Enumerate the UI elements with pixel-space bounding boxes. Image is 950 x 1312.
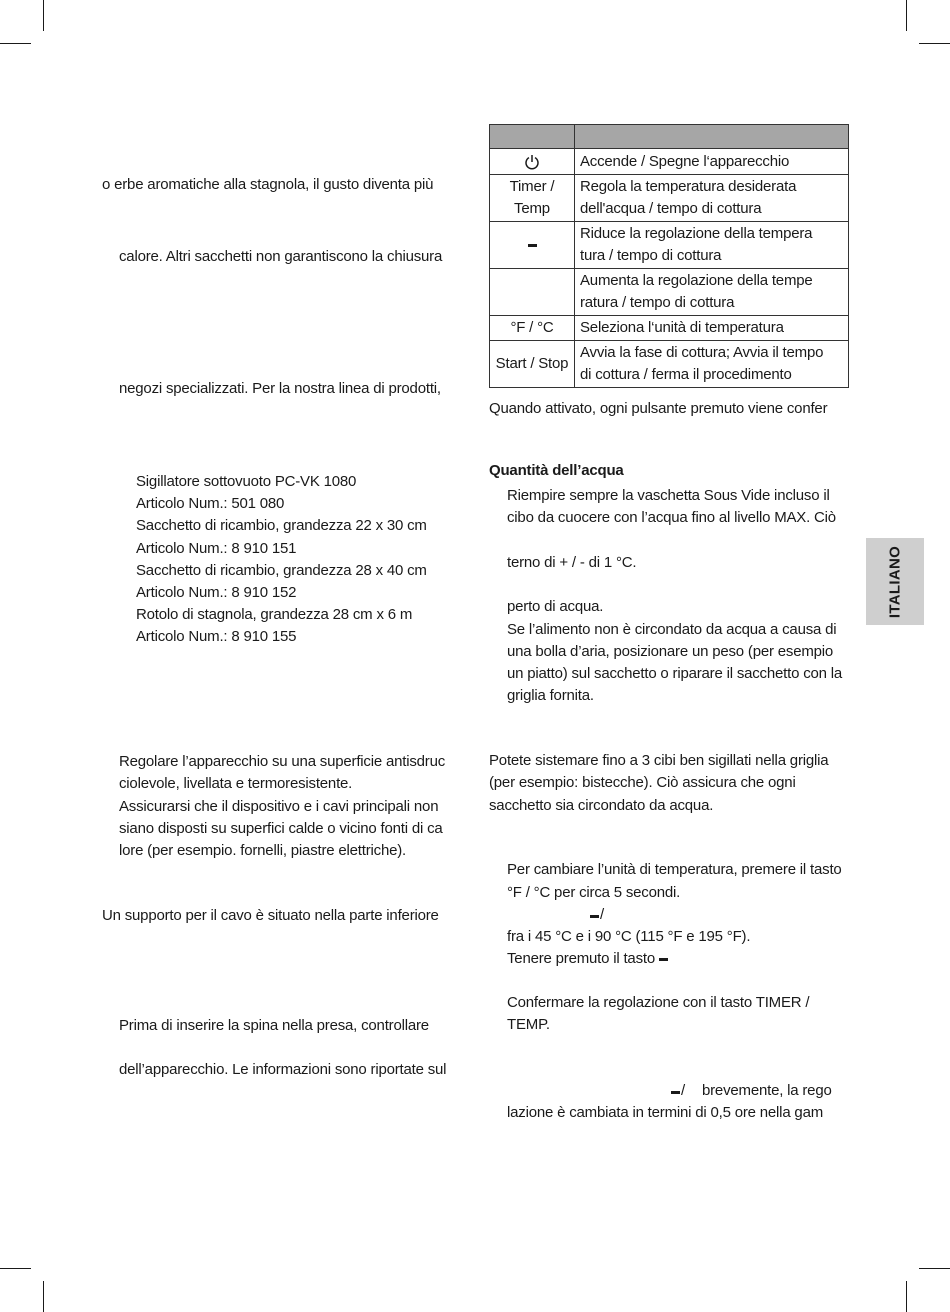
paragraph-line: Se l’alimento non è circondato da acqua a causa di: [507, 621, 837, 638]
paragraph-line: ciolevole, livellata e termoresistente.: [119, 775, 353, 792]
paragraph-line: perto di acqua.: [507, 598, 604, 615]
paragraph-line: Confermare la regolazione con il tasto TIMER /: [507, 994, 810, 1011]
cell-line: Aumenta la regolazione della tempe: [580, 272, 813, 289]
list-item: Sigillatore sottovuoto PC-VK 1080: [136, 473, 357, 490]
paragraph-line: fra i 45 °C e i 90 °C (115 °F e 195 °F).: [507, 928, 751, 945]
table-cell: Seleziona l‘unità di temperatura: [575, 316, 849, 341]
table-cell: Timer / Temp: [490, 175, 575, 222]
crop-mark: [43, 1281, 44, 1312]
paragraph-line: siano disposti su superfici calde o vicino fonti di ca: [119, 820, 443, 837]
language-tab: [866, 538, 924, 625]
minus-icon: [528, 244, 537, 247]
paragraph-line: Quando attivato, ogni pulsante premuto viene confer: [489, 400, 828, 417]
paragraph-line: una bolla d’aria, posizionare un peso (per esempio: [507, 643, 834, 660]
table-cell: Start / Stop: [490, 341, 575, 388]
paragraph-line: terno di + / - di 1 °C.: [507, 554, 637, 571]
list-item: Sacchetto di ricambio, grandezza 22 x 30 cm: [136, 517, 427, 534]
crop-mark: [919, 43, 950, 44]
paragraph-line: Assicurarsi che il dispositivo e i cavi principali non: [119, 798, 439, 815]
table-row: [490, 341, 849, 388]
power-icon: [524, 154, 540, 170]
crop-mark: [0, 43, 31, 44]
paragraph-line: brevemente, la rego: [702, 1082, 832, 1099]
crop-mark: [0, 1268, 31, 1269]
list-item: Sacchetto di ricambio, grandezza 28 x 40 cm: [136, 562, 427, 579]
paragraph-line: Regolare l’apparecchio su una superficie antisdruc: [119, 753, 446, 770]
paragraph-line: o erbe aromatiche alla stagnola, il gusto diventa più: [102, 176, 434, 193]
list-item: Rotolo di stagnola, grandezza 28 cm x 6 m: [136, 606, 413, 623]
paragraph-line: cibo da cuocere con l’acqua fino al livello MAX. Ciò: [507, 509, 836, 526]
cell-line: dell'acqua / tempo di cottura: [580, 200, 762, 217]
table-row: [490, 222, 849, 269]
cell-line: Avvia la fase di cottura; Avvia il tempo: [580, 344, 824, 361]
crop-mark: [906, 1281, 907, 1312]
paragraph-line: un piatto) sul sacchetto o riparare il sacchetto con la: [507, 665, 843, 682]
crop-mark: [43, 0, 44, 31]
list-item: Articolo Num.: 501 080: [136, 495, 285, 512]
paragraph-line: dell’apparecchio. Le informazioni sono riportate sul: [119, 1061, 447, 1078]
table-cell: [490, 269, 575, 316]
paragraph-line: TEMP.: [507, 1016, 550, 1033]
cell-line: Riduce la regolazione della tempera: [580, 225, 813, 242]
cell-line: tura / tempo di cottura: [580, 247, 722, 264]
paragraph-line: calore. Altri sacchetti non garantiscono la chiusura: [119, 248, 443, 265]
table-row: [490, 316, 849, 341]
table-header-row: [490, 125, 849, 149]
minus-icon: [671, 1091, 680, 1094]
list-item: Articolo Num.: 8 910 152: [136, 584, 297, 601]
paragraph-line: negozi specializzati. Per la nostra linea di prodotti,: [119, 380, 441, 397]
language-tab-label: ITALIANO: [886, 545, 904, 618]
paragraph-line: lazione è cambiata in termini di 0,5 ore nella gam: [507, 1104, 824, 1121]
paragraph-line: Riempire sempre la vaschetta Sous Vide incluso il: [507, 487, 830, 504]
crop-mark: [906, 0, 907, 31]
minus-icon: [590, 915, 599, 918]
list-item: Articolo Num.: 8 910 155: [136, 628, 297, 645]
table-row: [490, 175, 849, 222]
minus-icon: [659, 958, 668, 961]
paragraph-line: sacchetto sia circondato da acqua.: [489, 797, 714, 814]
table-cell: Accende / Spegne l‘apparecchio: [575, 149, 849, 175]
cell-line: Regola la temperatura desiderata: [580, 178, 797, 195]
paragraph-line: lore (per esempio. fornelli, piastre elettriche).: [119, 842, 406, 859]
section-heading: Quantità dell’acqua: [489, 462, 624, 479]
paragraph-line: Per cambiare l’unità di temperatura, premere il tasto: [507, 861, 842, 878]
paragraph-line: Potete sistemare fino a 3 cibi ben sigillati nella griglia: [489, 752, 829, 769]
cell-line: di cottura / ferma il procedimento: [580, 366, 792, 383]
table-cell: °F / °C: [490, 316, 575, 341]
paragraph-line: (per esempio: bistecche). Ciò assicura che ogni: [489, 774, 796, 791]
controls-table: [489, 124, 849, 388]
paragraph-line: Tenere premuto il tasto: [507, 950, 655, 967]
paragraph-line: griglia fornita.: [507, 687, 594, 704]
paragraph-line: Prima di inserire la spina nella presa, controllare: [119, 1017, 429, 1034]
slash-text: /: [600, 906, 604, 923]
cell-line: ratura / tempo di cottura: [580, 294, 735, 311]
slash-text: /: [681, 1082, 685, 1099]
table-row: [490, 149, 849, 175]
table-row: [490, 269, 849, 316]
paragraph-line: °F / °C per circa 5 secondi.: [507, 884, 681, 901]
paragraph-line: Un supporto per il cavo è situato nella parte inferiore: [102, 907, 439, 924]
crop-mark: [919, 1268, 950, 1269]
list-item: Articolo Num.: 8 910 151: [136, 540, 297, 557]
